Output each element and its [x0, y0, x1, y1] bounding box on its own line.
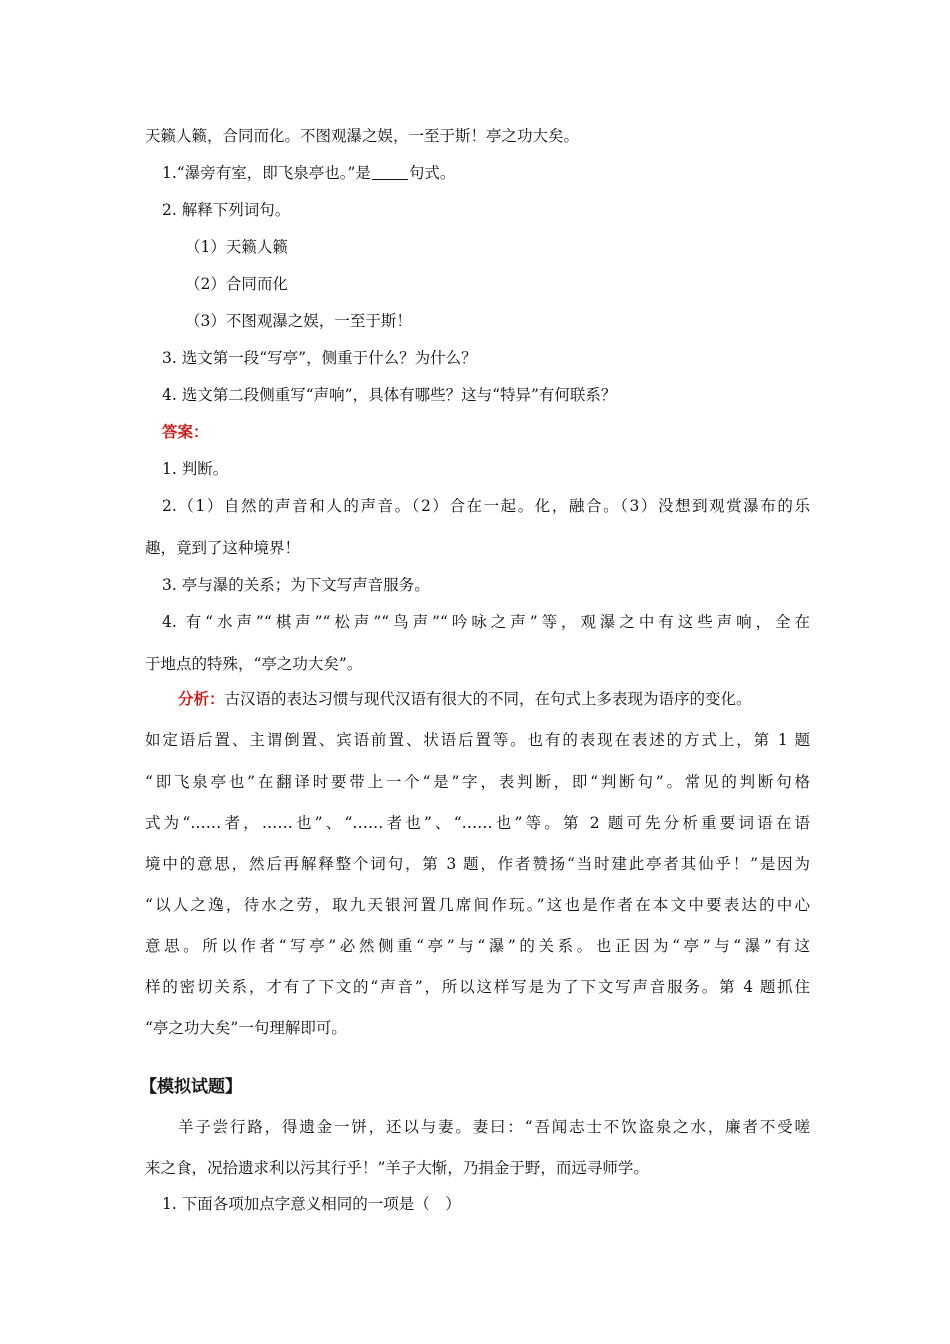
analysis-line-5: 境中的意思，然后再解释整个词句，第 3 题，作者赞扬“当时建此亭者其仙乎！”是因为 — [145, 855, 810, 873]
answer-label: 答案： — [162, 422, 209, 441]
analysis-line-9: “亭之功大矣”一句理解即可。 — [145, 1019, 347, 1037]
answer-4-line-2: 于地点的特殊，“亭之功大矣”。 — [145, 655, 363, 673]
question-1-suffix: 句式。 — [408, 164, 456, 182]
answer-2-line-1: 2.（1）自然的声音和人的声音。（2）合在一起。化，融合。（3）没想到观赏瀑布的乐 — [162, 497, 810, 515]
analysis-line-4: 式为“……者，……也”、“……者也”、“……也”等。第 2 题可先分析重要词语在语 — [145, 814, 810, 832]
analysis-line-3: “即飞泉亭也”在翻译时要带上一个“是”字，表判断，即“判断句”。常见的判断句格 — [145, 773, 810, 791]
analysis-line-2: 如定语后置、主谓倒置、宾语前置、状语后置等。也有的表现在表述的方式上，第 1 题 — [145, 731, 810, 749]
passage-2-line-2: 来之食，况拾遗求利以污其行乎！”羊子大惭，乃捐金于野，而远寻师学。 — [145, 1159, 649, 1177]
question-2: 2. 解释下列词句。 — [162, 201, 291, 219]
question-1-text: 1.“瀑旁有室，即飞泉亭也。”是 — [162, 164, 371, 182]
answer-1: 1. 判断。 — [162, 460, 229, 478]
analysis-line-8: 样的密切关系，才有了下文的“声音”，所以这样写是为了下文写声音服务。第 4 题抓住 — [145, 978, 810, 996]
mock-question-1: 1. 下面各项加点字意义相同的一项是（ ） — [162, 1195, 461, 1213]
passage-line: 天籁人籁，合同而化。不图观瀑之娱，一至于斯！亭之功大矣。 — [145, 127, 580, 145]
question-4: 4. 选文第二段侧重写“声响”，具体有哪些？这与“特异”有何联系？ — [162, 386, 617, 404]
question-2-item-1: （1）天籁人籁 — [185, 238, 288, 256]
analysis-line-1 — [178, 689, 810, 709]
question-2-item-3: （3）不图观瀑之娱，一至于斯！ — [185, 312, 412, 330]
answer-4-line-1: 4. 有“水声”“棋声”“松声”“鸟声”“吟咏之声”等，观瀑之中有这些声响，全在 — [162, 613, 810, 631]
answer-3: 3. 亭与瀑的关系；为下文写声音服务。 — [162, 576, 430, 594]
analysis-line-6: “以人之逸，待水之劳，取九天银河置几席间作玩。”这也是作者在本文中要表达的中心 — [145, 896, 810, 914]
analysis-label: 分析： — [178, 689, 225, 708]
question-2-item-2: （2）合同而化 — [185, 275, 288, 293]
question-1 — [162, 163, 810, 183]
analysis-text: 古汉语的表达习惯与现代汉语有很大的不同，在句式上多表现为语序的变化。 — [224, 690, 752, 708]
section-title: 【模拟试题】 — [140, 1077, 242, 1097]
answer-blank — [372, 165, 408, 180]
analysis-line-7: 意思。所以作者“写亭”必然侧重“亭”与“瀑”的关系。也正因为“亭”与“瀑”有这 — [145, 937, 810, 955]
question-3: 3. 选文第一段“写亭”，侧重于什么？为什么？ — [162, 349, 477, 367]
passage-2-line-1: 羊子尝行路，得遗金一饼，还以与妻。妻曰：“吾闻志士不饮盗泉之水，廉者不受嗟 — [178, 1118, 810, 1136]
answer-2-line-2: 趣，竟到了这种境界！ — [145, 539, 301, 557]
